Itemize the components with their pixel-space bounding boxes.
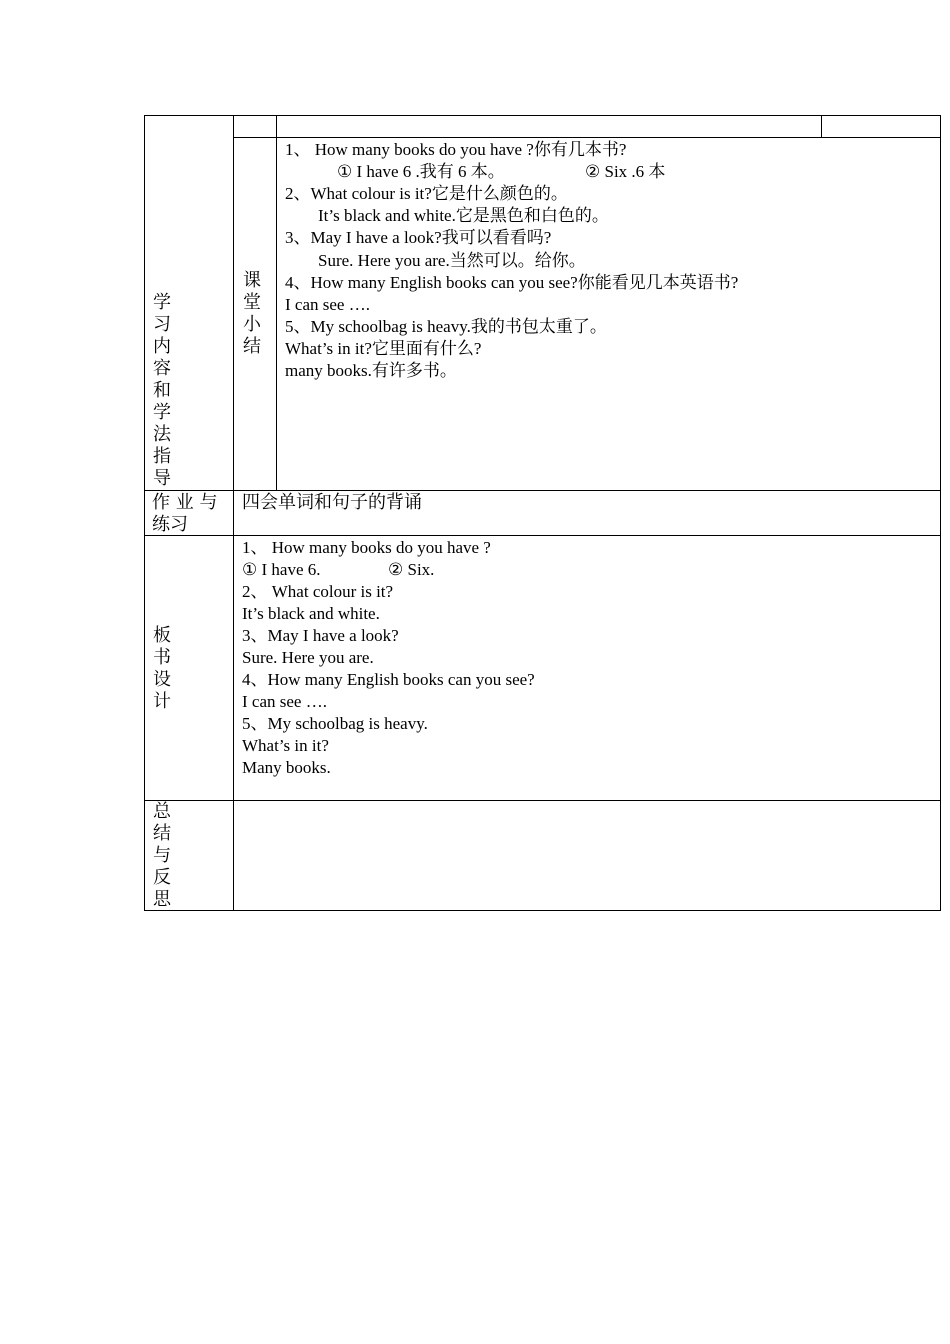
summary-line-4: It’s black and white.它是黑色和白色的。: [318, 206, 609, 225]
rule-top-inner: [233, 115, 941, 116]
board-line-10: What’s in it?: [242, 736, 329, 755]
board-line-3: 2、 What colour is it?: [242, 582, 394, 601]
board-line-1: 1、 How many books do you have ?: [242, 538, 491, 557]
board-line-5: 3、May I have a look?: [242, 626, 399, 645]
rule-homework-bottom: [144, 535, 941, 536]
board-line-11: Many books.: [242, 758, 331, 777]
board-line-9: 5、My schoolbag is heavy.: [242, 714, 428, 733]
rule-row1-divider: [821, 115, 822, 138]
board-section-label: 板书设计: [153, 625, 171, 712]
summary-line-7: 4、How many English books can you see?你能看见几本英语书?: [285, 273, 739, 292]
rule-row1-bottom: [233, 137, 941, 138]
summary-line-11: many books.有许多书。: [285, 361, 457, 380]
board-line-7: 4、How many English books can you see?: [242, 670, 535, 689]
board-line-8: I can see ….: [242, 692, 327, 711]
summary-line-5: 3、May I have a look?我可以看看吗?: [285, 228, 552, 247]
summary-line-10: What’s in it?它里面有什么?: [285, 339, 482, 358]
summary-line-1: 1、 How many books do you have ?你有几本书?: [285, 140, 627, 159]
rule-left: [144, 115, 145, 911]
class-summary-label: 课堂小结: [243, 270, 261, 357]
reflection-section-label: 总结与反思: [153, 801, 171, 910]
rule-board-bottom: [144, 800, 941, 801]
board-line-2b: ② Six.: [388, 560, 435, 579]
summary-line-9: 5、My schoolbag is heavy.我的书包太重了。: [285, 317, 607, 336]
rule-label-col: [233, 115, 234, 911]
rule-table-bottom: [144, 910, 941, 911]
rule-learning-bottom: [144, 490, 941, 491]
board-line-6: Sure. Here you are.: [242, 648, 374, 667]
homework-section-label: 作 业 与 练习: [152, 492, 218, 535]
rule-top-outer: [144, 115, 234, 116]
homework-content: 四会单词和句子的背诵: [242, 492, 422, 513]
summary-line-2a: ① I have 6 .我有 6 本。: [337, 162, 505, 181]
rule-sublabel-col: [276, 115, 277, 491]
summary-line-8: I can see ….: [285, 295, 370, 314]
board-line-2a: ① I have 6.: [242, 560, 321, 579]
learning-section-label: 学习内容和学法指导: [153, 292, 171, 489]
board-line-4: It’s black and white.: [242, 604, 380, 623]
summary-line-2b: ② Six .6 本: [585, 162, 666, 181]
summary-line-6: Sure. Here you are.当然可以。给你。: [318, 251, 586, 270]
rule-right: [940, 115, 941, 911]
summary-line-3: 2、What colour is it?它是什么颜色的。: [285, 184, 568, 203]
